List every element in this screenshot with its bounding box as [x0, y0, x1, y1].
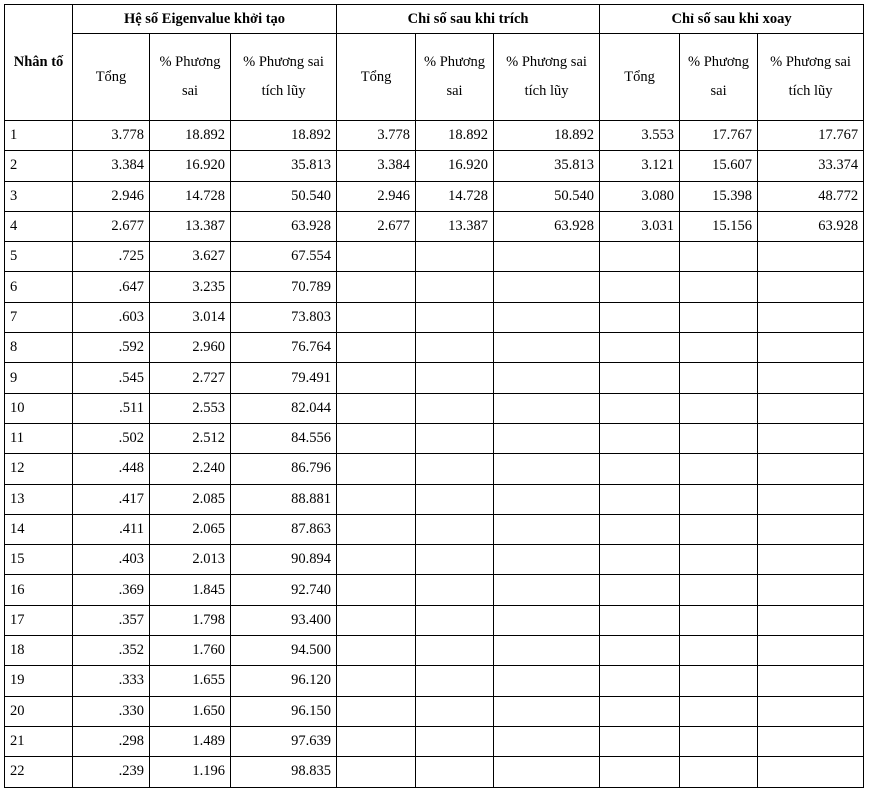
cell-rotation-cumulative-percent	[758, 605, 864, 635]
cell-initial-total: .511	[73, 393, 150, 423]
cell-initial-cumulative-percent: 96.150	[231, 696, 337, 726]
cell-extraction-variance-percent	[416, 484, 494, 514]
cell-extraction-total	[337, 272, 416, 302]
cell-rotation-total: 3.031	[600, 211, 680, 241]
cell-extraction-cumulative-percent	[494, 333, 600, 363]
table-row	[5, 757, 864, 787]
cell-extraction-total	[337, 242, 416, 272]
sub-header-variance-percent: % Phương sai	[416, 34, 494, 121]
cell-extraction-variance-percent	[416, 757, 494, 787]
factor-column-header: Nhân tố	[5, 5, 73, 121]
cell-factor-number: 5	[5, 242, 73, 272]
table-row	[5, 605, 864, 635]
cell-extraction-variance-percent	[416, 636, 494, 666]
cell-factor-number: 19	[5, 666, 73, 696]
table-row	[5, 151, 864, 181]
cell-initial-variance-percent: 16.920	[150, 151, 231, 181]
table-row	[5, 666, 864, 696]
cell-rotation-cumulative-percent	[758, 726, 864, 756]
sub-header-cumulative-percent: % Phương sai tích lũy	[758, 34, 864, 121]
cell-rotation-total: 3.080	[600, 181, 680, 211]
cell-initial-variance-percent: 1.760	[150, 636, 231, 666]
cell-rotation-cumulative-percent	[758, 454, 864, 484]
cell-initial-cumulative-percent: 92.740	[231, 575, 337, 605]
cell-factor-number: 4	[5, 211, 73, 241]
cell-initial-total: .417	[73, 484, 150, 514]
header-group-row	[5, 5, 864, 34]
cell-initial-cumulative-percent: 88.881	[231, 484, 337, 514]
cell-initial-variance-percent: 1.489	[150, 726, 231, 756]
sub-header-total: Tổng	[73, 34, 150, 121]
cell-initial-variance-percent: 2.240	[150, 454, 231, 484]
cell-extraction-cumulative-percent	[494, 363, 600, 393]
cell-extraction-cumulative-percent	[494, 726, 600, 756]
cell-initial-cumulative-percent: 50.540	[231, 181, 337, 211]
cell-initial-cumulative-percent: 63.928	[231, 211, 337, 241]
cell-initial-variance-percent: 1.845	[150, 575, 231, 605]
cell-initial-variance-percent: 1.655	[150, 666, 231, 696]
cell-rotation-total	[600, 363, 680, 393]
cell-rotation-total: 3.121	[600, 151, 680, 181]
cell-initial-total: .403	[73, 545, 150, 575]
cell-rotation-total	[600, 514, 680, 544]
cell-extraction-variance-percent: 18.892	[416, 121, 494, 151]
cell-initial-cumulative-percent: 94.500	[231, 636, 337, 666]
cell-rotation-total	[600, 272, 680, 302]
cell-extraction-cumulative-percent	[494, 393, 600, 423]
table-row	[5, 363, 864, 393]
table-row	[5, 302, 864, 332]
cell-rotation-cumulative-percent	[758, 423, 864, 453]
cell-initial-total: .411	[73, 514, 150, 544]
table-row	[5, 454, 864, 484]
cell-extraction-cumulative-percent	[494, 423, 600, 453]
cell-factor-number: 2	[5, 151, 73, 181]
cell-extraction-variance-percent	[416, 242, 494, 272]
cell-initial-variance-percent: 1.196	[150, 757, 231, 787]
cell-extraction-total: 2.946	[337, 181, 416, 211]
cell-initial-total: .239	[73, 757, 150, 787]
cell-initial-total: .298	[73, 726, 150, 756]
cell-rotation-cumulative-percent	[758, 363, 864, 393]
cell-extraction-variance-percent	[416, 666, 494, 696]
cell-factor-number: 14	[5, 514, 73, 544]
cell-rotation-cumulative-percent	[758, 545, 864, 575]
cell-extraction-cumulative-percent	[494, 302, 600, 332]
cell-rotation-total	[600, 696, 680, 726]
cell-extraction-cumulative-percent: 18.892	[494, 121, 600, 151]
cell-extraction-variance-percent	[416, 726, 494, 756]
cell-extraction-variance-percent	[416, 363, 494, 393]
cell-rotation-total: 3.553	[600, 121, 680, 151]
cell-rotation-cumulative-percent	[758, 636, 864, 666]
cell-rotation-cumulative-percent	[758, 666, 864, 696]
cell-initial-variance-percent: 3.235	[150, 272, 231, 302]
cell-initial-cumulative-percent: 87.863	[231, 514, 337, 544]
cell-extraction-cumulative-percent	[494, 575, 600, 605]
sub-header-variance-percent: % Phương sai	[150, 34, 231, 121]
table-row	[5, 696, 864, 726]
cell-initial-total: .545	[73, 363, 150, 393]
cell-initial-cumulative-percent: 86.796	[231, 454, 337, 484]
cell-initial-cumulative-percent: 97.639	[231, 726, 337, 756]
table-row	[5, 393, 864, 423]
cell-rotation-variance-percent: 15.398	[680, 181, 758, 211]
cell-factor-number: 22	[5, 757, 73, 787]
cell-initial-cumulative-percent: 84.556	[231, 423, 337, 453]
cell-initial-total: .369	[73, 575, 150, 605]
cell-initial-cumulative-percent: 82.044	[231, 393, 337, 423]
cell-rotation-cumulative-percent	[758, 242, 864, 272]
cell-initial-total: .448	[73, 454, 150, 484]
cell-initial-total: .352	[73, 636, 150, 666]
cell-extraction-variance-percent: 14.728	[416, 181, 494, 211]
cell-rotation-cumulative-percent	[758, 393, 864, 423]
cell-rotation-variance-percent	[680, 393, 758, 423]
cell-initial-variance-percent: 2.553	[150, 393, 231, 423]
cell-factor-number: 10	[5, 393, 73, 423]
cell-extraction-variance-percent	[416, 696, 494, 726]
cell-initial-cumulative-percent: 79.491	[231, 363, 337, 393]
cell-rotation-variance-percent	[680, 696, 758, 726]
cell-extraction-total: 2.677	[337, 211, 416, 241]
cell-extraction-cumulative-percent: 35.813	[494, 151, 600, 181]
cell-rotation-total	[600, 666, 680, 696]
sub-header-total: Tổng	[337, 34, 416, 121]
cell-rotation-cumulative-percent	[758, 272, 864, 302]
cell-initial-variance-percent: 1.798	[150, 605, 231, 635]
cell-extraction-total	[337, 636, 416, 666]
cell-extraction-total	[337, 423, 416, 453]
cell-extraction-total	[337, 696, 416, 726]
cell-rotation-total	[600, 393, 680, 423]
cell-extraction-variance-percent	[416, 454, 494, 484]
group-header-rotation: Chỉ số sau khi xoay	[600, 5, 864, 34]
cell-rotation-total	[600, 302, 680, 332]
variance-explained-table	[4, 4, 864, 788]
table-row	[5, 242, 864, 272]
table-row	[5, 726, 864, 756]
table-row	[5, 545, 864, 575]
cell-extraction-cumulative-percent	[494, 757, 600, 787]
cell-extraction-cumulative-percent	[494, 514, 600, 544]
cell-extraction-total	[337, 545, 416, 575]
cell-rotation-cumulative-percent: 17.767	[758, 121, 864, 151]
sub-header-total: Tổng	[600, 34, 680, 121]
cell-rotation-total	[600, 454, 680, 484]
cell-initial-total: .333	[73, 666, 150, 696]
cell-rotation-variance-percent	[680, 242, 758, 272]
cell-factor-number: 3	[5, 181, 73, 211]
cell-initial-cumulative-percent: 35.813	[231, 151, 337, 181]
table-body	[5, 121, 864, 788]
cell-initial-cumulative-percent: 90.894	[231, 545, 337, 575]
cell-initial-total: .357	[73, 605, 150, 635]
cell-extraction-total	[337, 363, 416, 393]
cell-initial-variance-percent: 2.065	[150, 514, 231, 544]
cell-initial-cumulative-percent: 73.803	[231, 302, 337, 332]
cell-extraction-variance-percent	[416, 272, 494, 302]
cell-extraction-variance-percent	[416, 575, 494, 605]
cell-extraction-cumulative-percent	[494, 605, 600, 635]
table-row	[5, 484, 864, 514]
cell-extraction-variance-percent	[416, 333, 494, 363]
cell-extraction-cumulative-percent	[494, 484, 600, 514]
table-row	[5, 514, 864, 544]
cell-extraction-cumulative-percent	[494, 545, 600, 575]
cell-rotation-cumulative-percent	[758, 696, 864, 726]
cell-rotation-total	[600, 545, 680, 575]
cell-extraction-total: 3.384	[337, 151, 416, 181]
table-row	[5, 636, 864, 666]
cell-initial-variance-percent: 2.960	[150, 333, 231, 363]
cell-extraction-total	[337, 454, 416, 484]
cell-extraction-total	[337, 575, 416, 605]
cell-rotation-total	[600, 605, 680, 635]
cell-initial-total: .592	[73, 333, 150, 363]
cell-initial-variance-percent: 14.728	[150, 181, 231, 211]
cell-rotation-cumulative-percent	[758, 514, 864, 544]
cell-initial-variance-percent: 2.085	[150, 484, 231, 514]
cell-extraction-cumulative-percent: 63.928	[494, 211, 600, 241]
header-sub-row	[5, 34, 864, 121]
cell-rotation-cumulative-percent	[758, 757, 864, 787]
cell-rotation-total	[600, 636, 680, 666]
cell-rotation-cumulative-percent	[758, 333, 864, 363]
cell-initial-variance-percent: 2.727	[150, 363, 231, 393]
cell-factor-number: 21	[5, 726, 73, 756]
cell-initial-cumulative-percent: 98.835	[231, 757, 337, 787]
cell-initial-cumulative-percent: 96.120	[231, 666, 337, 696]
cell-extraction-cumulative-percent: 50.540	[494, 181, 600, 211]
cell-extraction-total	[337, 666, 416, 696]
cell-extraction-cumulative-percent	[494, 636, 600, 666]
cell-initial-total: .502	[73, 423, 150, 453]
cell-rotation-variance-percent	[680, 636, 758, 666]
cell-rotation-variance-percent	[680, 575, 758, 605]
cell-initial-total: 2.677	[73, 211, 150, 241]
cell-rotation-variance-percent	[680, 484, 758, 514]
group-header-extraction: Chỉ số sau khi trích	[337, 5, 600, 34]
cell-rotation-total	[600, 242, 680, 272]
cell-factor-number: 8	[5, 333, 73, 363]
sub-header-cumulative-percent: % Phương sai tích lũy	[231, 34, 337, 121]
cell-extraction-cumulative-percent	[494, 696, 600, 726]
cell-extraction-variance-percent	[416, 302, 494, 332]
cell-initial-total: .603	[73, 302, 150, 332]
cell-initial-variance-percent: 3.014	[150, 302, 231, 332]
cell-extraction-total	[337, 514, 416, 544]
cell-rotation-total	[600, 333, 680, 363]
cell-extraction-total	[337, 757, 416, 787]
cell-extraction-variance-percent	[416, 545, 494, 575]
cell-factor-number: 18	[5, 636, 73, 666]
cell-extraction-variance-percent: 16.920	[416, 151, 494, 181]
cell-extraction-variance-percent	[416, 605, 494, 635]
cell-initial-variance-percent: 18.892	[150, 121, 231, 151]
cell-extraction-variance-percent	[416, 393, 494, 423]
cell-extraction-total: 3.778	[337, 121, 416, 151]
cell-rotation-total	[600, 757, 680, 787]
cell-factor-number: 7	[5, 302, 73, 332]
cell-extraction-total	[337, 484, 416, 514]
cell-factor-number: 6	[5, 272, 73, 302]
cell-rotation-cumulative-percent	[758, 484, 864, 514]
cell-rotation-variance-percent	[680, 605, 758, 635]
table-row	[5, 575, 864, 605]
cell-extraction-total	[337, 393, 416, 423]
cell-extraction-cumulative-percent	[494, 454, 600, 484]
cell-rotation-total	[600, 423, 680, 453]
cell-initial-cumulative-percent: 18.892	[231, 121, 337, 151]
cell-factor-number: 17	[5, 605, 73, 635]
cell-rotation-variance-percent	[680, 302, 758, 332]
sub-header-variance-percent: % Phương sai	[680, 34, 758, 121]
cell-initial-variance-percent: 2.512	[150, 423, 231, 453]
cell-rotation-cumulative-percent: 33.374	[758, 151, 864, 181]
group-header-initial-eigenvalues: Hệ số Eigenvalue khởi tạo	[73, 5, 337, 34]
cell-factor-number: 16	[5, 575, 73, 605]
table-row	[5, 181, 864, 211]
cell-factor-number: 12	[5, 454, 73, 484]
cell-initial-cumulative-percent: 76.764	[231, 333, 337, 363]
cell-rotation-variance-percent	[680, 545, 758, 575]
cell-rotation-total	[600, 575, 680, 605]
cell-rotation-cumulative-percent	[758, 575, 864, 605]
cell-initial-total: 3.778	[73, 121, 150, 151]
cell-initial-cumulative-percent: 70.789	[231, 272, 337, 302]
table-row	[5, 272, 864, 302]
cell-rotation-variance-percent: 17.767	[680, 121, 758, 151]
cell-initial-total: 2.946	[73, 181, 150, 211]
cell-rotation-variance-percent	[680, 272, 758, 302]
cell-extraction-variance-percent	[416, 514, 494, 544]
cell-initial-total: .330	[73, 696, 150, 726]
table-row	[5, 121, 864, 151]
cell-factor-number: 9	[5, 363, 73, 393]
sub-header-cumulative-percent: % Phương sai tích lũy	[494, 34, 600, 121]
cell-extraction-total	[337, 605, 416, 635]
cell-rotation-variance-percent	[680, 363, 758, 393]
cell-extraction-variance-percent	[416, 423, 494, 453]
cell-extraction-variance-percent: 13.387	[416, 211, 494, 241]
cell-rotation-variance-percent	[680, 333, 758, 363]
cell-initial-variance-percent: 1.650	[150, 696, 231, 726]
cell-rotation-total	[600, 484, 680, 514]
cell-rotation-total	[600, 726, 680, 756]
cell-extraction-total	[337, 726, 416, 756]
cell-extraction-cumulative-percent	[494, 242, 600, 272]
cell-initial-total: .725	[73, 242, 150, 272]
cell-initial-total: .647	[73, 272, 150, 302]
cell-initial-variance-percent: 13.387	[150, 211, 231, 241]
cell-initial-cumulative-percent: 93.400	[231, 605, 337, 635]
cell-extraction-total	[337, 333, 416, 363]
cell-initial-total: 3.384	[73, 151, 150, 181]
cell-rotation-variance-percent: 15.607	[680, 151, 758, 181]
cell-factor-number: 1	[5, 121, 73, 151]
cell-rotation-variance-percent	[680, 454, 758, 484]
table-row	[5, 423, 864, 453]
cell-rotation-cumulative-percent	[758, 302, 864, 332]
cell-extraction-cumulative-percent	[494, 272, 600, 302]
cell-rotation-variance-percent	[680, 423, 758, 453]
cell-extraction-total	[337, 302, 416, 332]
cell-rotation-variance-percent	[680, 757, 758, 787]
cell-initial-cumulative-percent: 67.554	[231, 242, 337, 272]
cell-rotation-variance-percent	[680, 726, 758, 756]
cell-rotation-cumulative-percent: 48.772	[758, 181, 864, 211]
cell-rotation-cumulative-percent: 63.928	[758, 211, 864, 241]
table-row	[5, 211, 864, 241]
cell-rotation-variance-percent	[680, 514, 758, 544]
cell-extraction-cumulative-percent	[494, 666, 600, 696]
table-row	[5, 333, 864, 363]
cell-initial-variance-percent: 3.627	[150, 242, 231, 272]
cell-rotation-variance-percent: 15.156	[680, 211, 758, 241]
cell-rotation-variance-percent	[680, 666, 758, 696]
cell-factor-number: 11	[5, 423, 73, 453]
cell-initial-variance-percent: 2.013	[150, 545, 231, 575]
cell-factor-number: 15	[5, 545, 73, 575]
cell-factor-number: 20	[5, 696, 73, 726]
cell-factor-number: 13	[5, 484, 73, 514]
